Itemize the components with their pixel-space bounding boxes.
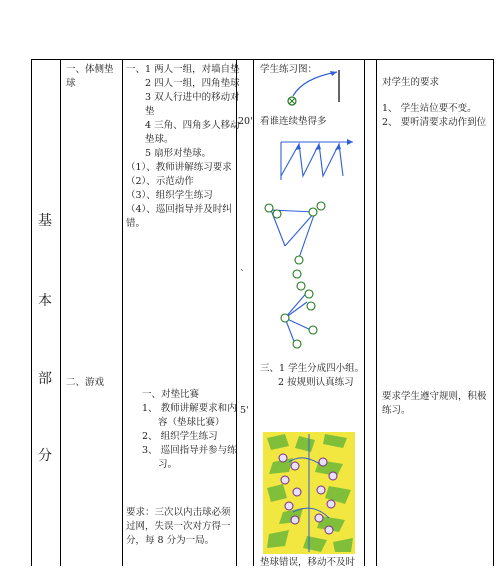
section-char-4: 分 bbox=[38, 448, 52, 464]
game-item: 3、 巡回指导并参与练 bbox=[142, 445, 237, 456]
section-char-1: 基 bbox=[38, 213, 52, 229]
method-line: 错。 bbox=[126, 218, 146, 229]
method-line: 3 双人行进中的移动对 bbox=[145, 92, 240, 103]
content-item-game: 二、游戏 bbox=[66, 377, 105, 388]
col-divider-2 bbox=[122, 59, 123, 566]
method-line: 垫 bbox=[145, 106, 155, 117]
game-requirement-note: 练习。 bbox=[382, 405, 411, 416]
table-left-border bbox=[31, 59, 32, 566]
method-line: 5 扇形对垫球。 bbox=[145, 148, 212, 159]
col-divider-6 bbox=[376, 59, 377, 566]
method-line: 一、1 两人一组，对墙自垫 bbox=[126, 64, 240, 75]
method-line: （4）、巡回指导并及时纠 bbox=[126, 204, 232, 215]
col-divider-1 bbox=[60, 59, 61, 566]
game-requirement: 分，每 8 分为一局。 bbox=[126, 535, 215, 546]
section-char-2: 本 bbox=[38, 293, 52, 309]
diagram-label: 看谁连续垫得多 bbox=[260, 116, 327, 127]
requirement-item: 2、 要听清要求动作到位 bbox=[382, 117, 487, 128]
content-item-volleyball: 一、体侧垫 球 bbox=[66, 64, 114, 89]
zigzag-pass-diagram bbox=[255, 132, 365, 187]
tick-mark: ` bbox=[240, 269, 245, 280]
fan-pass-diagram bbox=[255, 198, 365, 348]
col-divider-4 bbox=[253, 59, 254, 566]
game-field-diagram bbox=[263, 432, 355, 554]
wall-pass-diagram bbox=[255, 60, 365, 115]
game-requirement: 过网，失误一次对方得一 bbox=[126, 521, 231, 532]
game-item: 1、 教师讲解要求和内 bbox=[142, 403, 237, 414]
game-item: 容（垫球比赛） bbox=[158, 417, 225, 428]
game-title: 一、对垫比赛 bbox=[142, 389, 200, 400]
game-requirement-note: 要求学生遵守规则，积极 bbox=[382, 391, 487, 402]
game-requirement: 要求：三次以内击球必须 bbox=[126, 507, 231, 518]
diagram-label: 2 按规则认真练习 bbox=[278, 377, 354, 388]
method-line: 垫球。 bbox=[145, 134, 174, 145]
time-game: 5' bbox=[240, 405, 249, 416]
requirements-title: 对学生的要求 bbox=[382, 77, 440, 88]
method-line: （3）、组织学生练习 bbox=[126, 190, 213, 201]
method-line: 2 四人一组，四角垫球 bbox=[145, 78, 240, 89]
game-item: 习。 bbox=[158, 459, 178, 470]
method-line: 4 三角、四角多人移动 bbox=[145, 120, 240, 131]
diagram-caption: 垫球错误，移动不及时 bbox=[260, 557, 356, 568]
requirement-item: 1、 学生站位要不变。 bbox=[382, 103, 477, 114]
table-right-border bbox=[493, 59, 494, 566]
method-line: （1）、教师讲解练习要求 bbox=[126, 162, 232, 173]
diagram-label: 学生练习图： bbox=[260, 64, 318, 75]
method-line: （2）、示范动作 bbox=[126, 176, 194, 187]
section-char-3: 部 bbox=[38, 371, 52, 387]
game-item: 2、 组织学生练习 bbox=[142, 431, 218, 442]
time-volleyball: 20' bbox=[238, 116, 253, 127]
diagram-label: 三、1 学生分成四小组。 bbox=[260, 363, 365, 374]
col-divider-3 bbox=[236, 59, 237, 566]
